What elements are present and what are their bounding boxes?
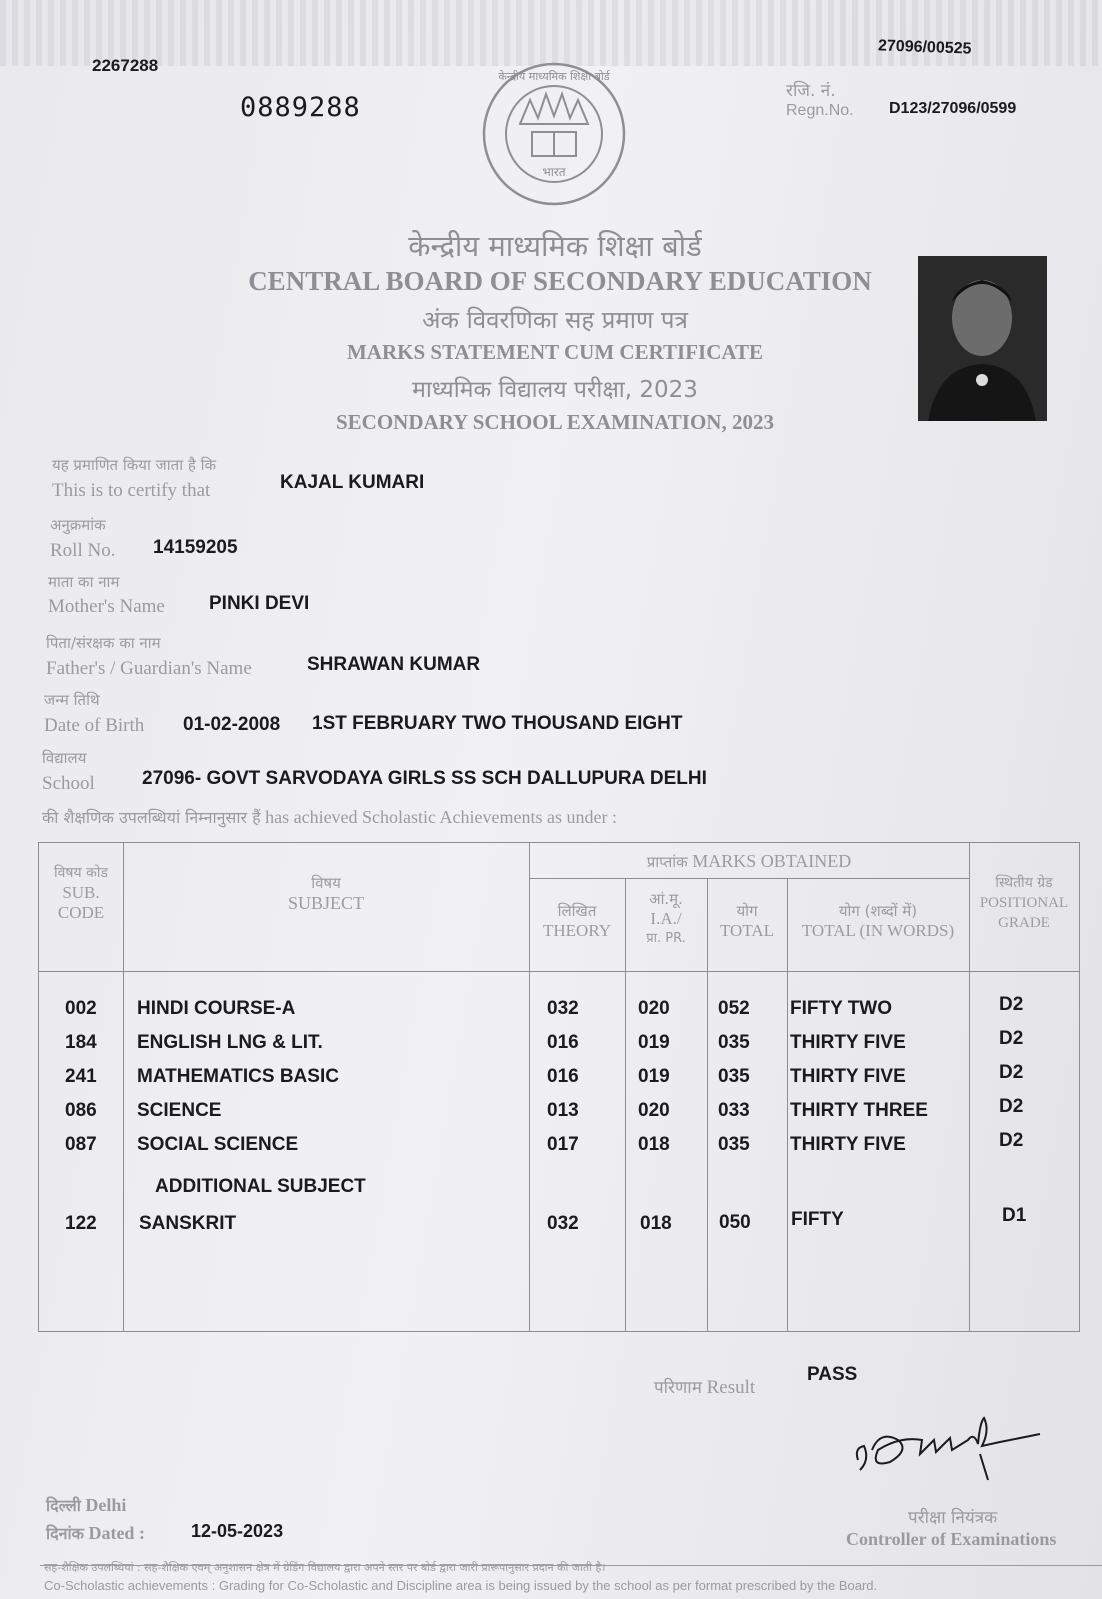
header-grade xyxy=(969,873,1079,933)
father-name: SHRAWAN KUMAR xyxy=(307,654,481,675)
header-sub-code-line2: CODE xyxy=(57,903,105,922)
row-subject: SOCIAL SCIENCE xyxy=(137,1134,299,1155)
header-sub-code-line1: SUB. xyxy=(62,883,100,902)
row-ia: 018 xyxy=(638,1134,670,1155)
header-ia xyxy=(625,889,707,949)
school-label: School xyxy=(42,773,95,794)
header-subject-hindi: विषय xyxy=(311,874,341,892)
header-grade-line2: GRADE xyxy=(998,915,1050,931)
header-subject xyxy=(123,873,529,913)
board-name: CENTRAL BOARD OF SECONDARY EDUCATION xyxy=(248,266,872,296)
row-ia: 019 xyxy=(638,1032,670,1053)
header-total-words-text: TOTAL (IN WORDS) xyxy=(801,921,955,940)
controller-title-hindi: परीक्षा नियंत्रक xyxy=(908,1508,998,1528)
row-total: 035 xyxy=(718,1134,750,1155)
row-theory: 013 xyxy=(547,1100,579,1121)
emblem-top-text: केन्द्रीय माध्यमिक शिक्षा बोर्ड xyxy=(498,70,610,83)
header-theory-text: THEORY xyxy=(543,921,611,940)
header-sub-code-hindi: विषय कोड xyxy=(54,865,108,881)
row-total-words: THIRTY THREE xyxy=(790,1100,928,1121)
place xyxy=(46,1494,126,1516)
roll-number: 14159205 xyxy=(153,537,238,558)
result-value: PASS xyxy=(807,1364,858,1385)
footer-note: Co-Scholastic achievements : Grading for Co-Scholastic and Discipline area is being issued by the school as per format prescribed by the Board. xyxy=(44,1578,878,1593)
header-ia-hindi: आं.मू. xyxy=(649,890,683,908)
controller-signature xyxy=(850,1410,1050,1490)
row-ia: 019 xyxy=(638,1066,670,1087)
regn-label: Regn.No. xyxy=(786,102,854,119)
row-grade: D2 xyxy=(999,994,1024,1015)
row-theory: 017 xyxy=(547,1134,579,1155)
additional-code: 122 xyxy=(65,1213,97,1234)
dated-label xyxy=(46,1522,145,1544)
row-code: 241 xyxy=(65,1066,97,1087)
header-grade-line1: POSITIONAL xyxy=(979,895,1069,911)
row-grade: D2 xyxy=(999,1130,1024,1151)
header-marks-obtained xyxy=(529,851,969,872)
row-subject: HINDI COURSE-A xyxy=(137,998,296,1019)
header-total-text: TOTAL xyxy=(719,921,775,940)
mother-label-hindi: माता का नाम xyxy=(48,573,120,591)
additional-theory: 032 xyxy=(547,1213,579,1234)
student-photo xyxy=(918,256,1047,421)
certificate-number: 0889288 xyxy=(240,92,361,123)
additional-ia: 018 xyxy=(640,1213,672,1234)
dob-label: Date of Birth xyxy=(44,715,145,736)
additional-grade: D1 xyxy=(1002,1205,1027,1226)
header-theory-hindi: लिखित xyxy=(557,902,597,920)
roll-label: Roll No. xyxy=(50,540,116,561)
dob-value: 01-02-2008 xyxy=(183,714,281,735)
achievements-intro-hindi: की शैक्षणिक उपलब्धियां निम्नानुसार हैं xyxy=(42,808,261,827)
emblem-bottom-text: भारत xyxy=(542,165,566,179)
serial-top-right: 27096/00525 xyxy=(877,37,972,58)
achievements-intro xyxy=(42,806,617,828)
row-grade: D2 xyxy=(999,1028,1024,1049)
marks-table xyxy=(38,842,1080,1332)
exam-name-hindi: माध्यमिक विद्यालय परीक्षा, 2023 xyxy=(412,377,698,403)
row-ia: 020 xyxy=(638,998,670,1019)
header-total-words xyxy=(787,901,969,941)
additional-subject-label: ADDITIONAL SUBJECT xyxy=(155,1176,366,1197)
result-label-hindi: परिणाम xyxy=(654,1378,702,1398)
serial-top-left: 2267288 xyxy=(92,56,159,75)
header-total xyxy=(707,901,787,941)
header-sub-code xyxy=(39,863,123,923)
row-total-words: FIFTY TWO xyxy=(790,998,893,1019)
row-theory: 016 xyxy=(547,1066,579,1087)
row-ia: 020 xyxy=(638,1100,670,1121)
school-label-hindi: विद्यालय xyxy=(42,749,87,767)
row-subject: MATHEMATICS BASIC xyxy=(137,1066,339,1087)
regn-label-hindi: रजि. नं. xyxy=(786,81,836,101)
mother-name: PINKI DEVI xyxy=(209,593,310,614)
row-theory: 032 xyxy=(547,998,579,1019)
document-title-hindi: अंक विवरणिका सह प्रमाण पत्र xyxy=(422,306,688,334)
row-code: 002 xyxy=(65,998,97,1019)
header-marks-text: MARKS OBTAINED xyxy=(692,851,852,871)
controller-title: Controller of Examinations xyxy=(846,1529,1057,1549)
header-total-words-hindi: योग (शब्दों में) xyxy=(838,902,918,920)
father-label-hindi: पिता/संरक्षक का नाम xyxy=(46,634,161,652)
row-grade: D2 xyxy=(999,1096,1024,1117)
row-code: 184 xyxy=(65,1032,97,1053)
exam-name: SECONDARY SCHOOL EXAMINATION, 2023 xyxy=(336,410,774,434)
result-label xyxy=(654,1375,755,1399)
student-name: KAJAL KUMARI xyxy=(280,472,425,493)
row-code: 087 xyxy=(65,1134,97,1155)
certify-label-hindi: यह प्रमाणित किया जाता है कि xyxy=(52,456,216,474)
certify-label: This is to certify that xyxy=(52,480,211,501)
header-ia-pr: प्रा. PR. xyxy=(646,931,686,946)
row-theory: 016 xyxy=(547,1032,579,1053)
row-subject: SCIENCE xyxy=(137,1100,222,1121)
header-subject-text: SUBJECT xyxy=(287,893,365,913)
header-ia-text: I.A./ xyxy=(650,909,682,928)
additional-total-words: FIFTY xyxy=(791,1209,844,1230)
document-title: MARKS STATEMENT CUM CERTIFICATE xyxy=(346,340,763,364)
school-name: 27096- GOVT SARVODAYA GIRLS SS SCH DALLUPURA DELHI xyxy=(142,768,707,789)
row-total-words: THIRTY FIVE xyxy=(790,1066,906,1087)
footer-note-hindi: सह-शैक्षिक उपलब्धियां : सह-शैक्षिक एवम् अनुशासन क्षेत्र में ग्रेडिंग विद्यालय द्वारा अपने स्तर पर बोर्ड द्वारा जारी प्रारूपानुसार प्रदान की जाती है। xyxy=(44,1561,606,1574)
additional-subject: SANSKRIT xyxy=(139,1213,237,1234)
place-text: Delhi xyxy=(85,1495,127,1515)
additional-total: 050 xyxy=(719,1212,751,1233)
row-code: 086 xyxy=(65,1100,97,1121)
header-grade-hindi: स्थितीय ग्रेड xyxy=(995,875,1053,891)
dob-label-hindi: जन्म तिथि xyxy=(44,691,100,709)
row-total-words: THIRTY FIVE xyxy=(790,1032,906,1053)
mother-label: Mother's Name xyxy=(48,596,165,617)
row-subject: ENGLISH LNG & LIT. xyxy=(137,1032,323,1053)
cbse-emblem-logo xyxy=(480,60,628,208)
roll-label-hindi: अनुक्रमांक xyxy=(50,516,106,534)
dated-value: 12-05-2023 xyxy=(191,1521,284,1541)
row-total: 052 xyxy=(718,998,750,1019)
row-grade: D2 xyxy=(999,1062,1024,1083)
father-label: Father's / Guardian's Name xyxy=(46,658,252,679)
row-total-words: THIRTY FIVE xyxy=(790,1134,906,1155)
place-hindi: दिल्ली xyxy=(46,1496,81,1515)
dated-label-text: Dated : xyxy=(88,1523,145,1543)
header-theory xyxy=(529,901,625,941)
row-total: 035 xyxy=(718,1066,750,1087)
regn-number: D123/27096/0599 xyxy=(889,100,1017,117)
dob-words: 1ST FEBRUARY TWO THOUSAND EIGHT xyxy=(312,713,683,734)
row-total: 035 xyxy=(718,1032,750,1053)
row-total: 033 xyxy=(718,1100,750,1121)
header-total-hindi: योग xyxy=(736,902,758,920)
achievements-intro-text: has achieved Scholastic Achievements as under : xyxy=(265,807,617,827)
result-label-text: Result xyxy=(706,1377,756,1398)
dated-label-hindi: दिनांक xyxy=(46,1524,84,1543)
header-marks-hindi: प्राप्तांक xyxy=(646,853,688,871)
board-name-hindi: केन्द्रीय माध्यमिक शिक्षा बोर्ड xyxy=(408,229,702,263)
